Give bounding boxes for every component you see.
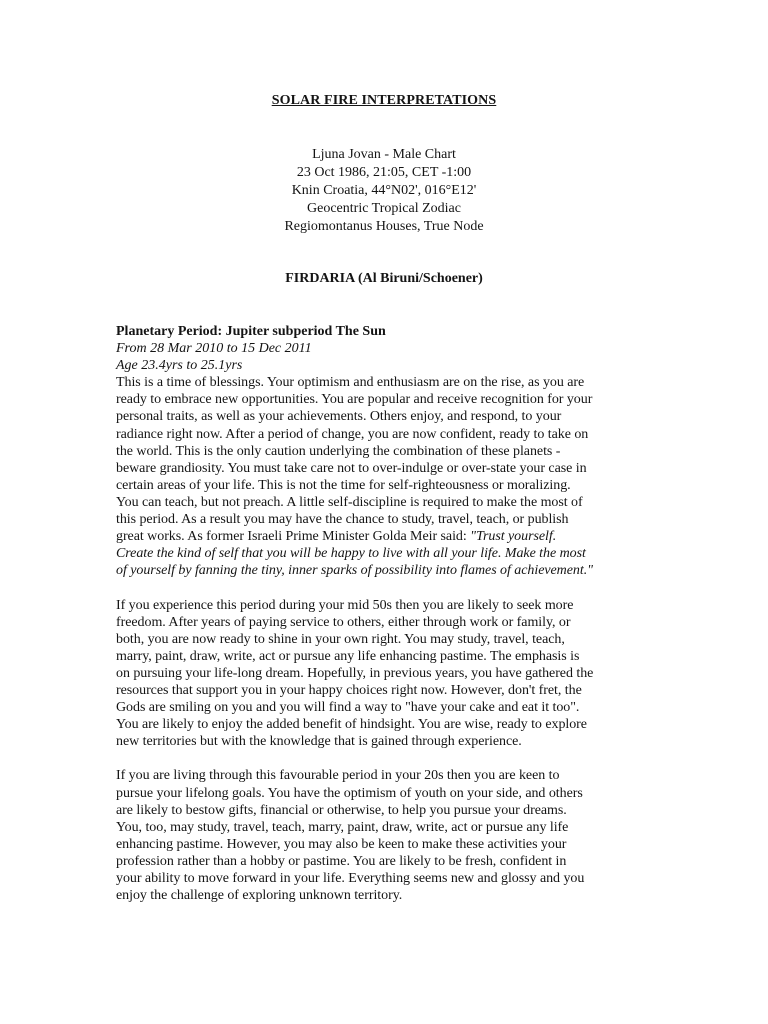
text-line: You, too, may study, travel, teach, marry, paint, draw, write, act or pursue any life xyxy=(116,819,569,835)
chart-info-block xyxy=(0,146,768,236)
text-line: resources that support you in your happy choices right now. However, don't fret, the xyxy=(116,682,582,698)
chart-location: Knin Croatia, 44°N02', 016°E12' xyxy=(291,182,477,198)
chart-date: 23 Oct 1986, 21:05, CET -1:00 xyxy=(296,164,472,180)
chart-zodiac: Geocentric Tropical Zodiac xyxy=(307,200,461,216)
quote-start: "Trust yourself. xyxy=(470,529,557,545)
text-line: beware grandiosity. You must take care not to over-indulge or over-state your case in xyxy=(116,460,587,476)
text-line: If you are living through this favourable period in your 20s then you are keen to xyxy=(116,768,560,784)
text-line: certain areas of your life. This is not the time for self-righteousness or moralizing. xyxy=(116,477,571,493)
text-line: radiance right now. After a period of change, you are now confident, ready to take on xyxy=(116,426,589,442)
text-line: the world. This is the only caution underlying the combination of these planets - xyxy=(116,443,561,459)
text-line: marry, paint, draw, write, act or pursue any life enhancing pastime. The emphasis is xyxy=(116,648,580,664)
text-line: your ability to move forward in your life. Everything seems new and glossy and you xyxy=(116,871,585,886)
text-line: This is a time of blessings. Your optimism and enthusiasm are on the rise, as you are xyxy=(116,375,585,391)
text-line: ready to embrace new opportunities. You are popular and receive recognition for your xyxy=(116,392,593,408)
chart-name: Ljuna Jovan - Male Chart xyxy=(312,147,456,162)
text-line: You are likely to enjoy the added benefit of hindsight. You are wise, ready to explore xyxy=(116,717,587,733)
document-title: SOLAR FIRE INTERPRETATIONS xyxy=(271,93,497,108)
text-line: on pursuing your life-long dream. Hopefully, in previous years, you have gathered the xyxy=(116,665,594,681)
paragraph-1 xyxy=(116,374,660,579)
section-title: FIRDARIA (Al Biruni/Schoener) xyxy=(285,271,483,286)
text-line: enjoy the challenge of exploring unknown territory. xyxy=(116,888,403,904)
text-line: pursue your lifelong goals. You have the optimism of youth on your side, and others xyxy=(116,785,583,801)
interpretation-body xyxy=(116,323,660,904)
chart-houses: Regiomontanus Houses, True Node xyxy=(284,218,484,234)
period-title: Planetary Period: Jupiter subperiod The Sun xyxy=(116,324,386,339)
text-line: You can teach, but not preach. A little self-discipline is required to make the most of xyxy=(116,494,583,510)
quote-line: of yourself by fanning the tiny, inner sparks of possibility into flames of achievement." xyxy=(116,563,593,579)
text-line: enhancing pastime. However, you may also be keen to make these activities your xyxy=(116,836,567,852)
text-line: freedom. After years of paying service to others, either through work or family, or xyxy=(116,614,571,630)
text-line: are likely to bestow gifts, financial or otherwise, to help you pursue your dreams. xyxy=(116,802,567,818)
text-line: profession rather than a hobby or pastime. You are likely to be fresh, confident in xyxy=(116,853,567,869)
text-line: personal traits, as well as your achievements. Others enjoy, and respond, to your xyxy=(116,409,562,425)
paragraph-3 xyxy=(116,767,660,904)
quote-line: Create the kind of self that you will be happy to live with all your life. Make the most xyxy=(116,546,586,562)
period-dates: From 28 Mar 2010 to 15 Dec 2011 xyxy=(116,341,312,357)
text-line-with-quote xyxy=(116,528,660,545)
period-age: Age 23.4yrs to 25.1yrs xyxy=(116,358,243,374)
text-line: new territories but with the knowledge that is gained through experience. xyxy=(116,734,522,750)
paragraph-2 xyxy=(116,597,660,751)
text-line: Gods are smiling on you and you will find a way to "have your cake and eat it too". xyxy=(116,700,580,716)
text-line: great works. As former Israeli Prime Minister Golda Meir said: xyxy=(116,529,471,545)
text-line: If you experience this period during your mid 50s then you are likely to seek more xyxy=(116,597,574,613)
text-line: both, you are now ready to shine in your own right. You may study, travel, teach, xyxy=(116,631,565,647)
text-line: this period. As a result you may have the chance to study, travel, teach, or publish xyxy=(116,512,569,528)
